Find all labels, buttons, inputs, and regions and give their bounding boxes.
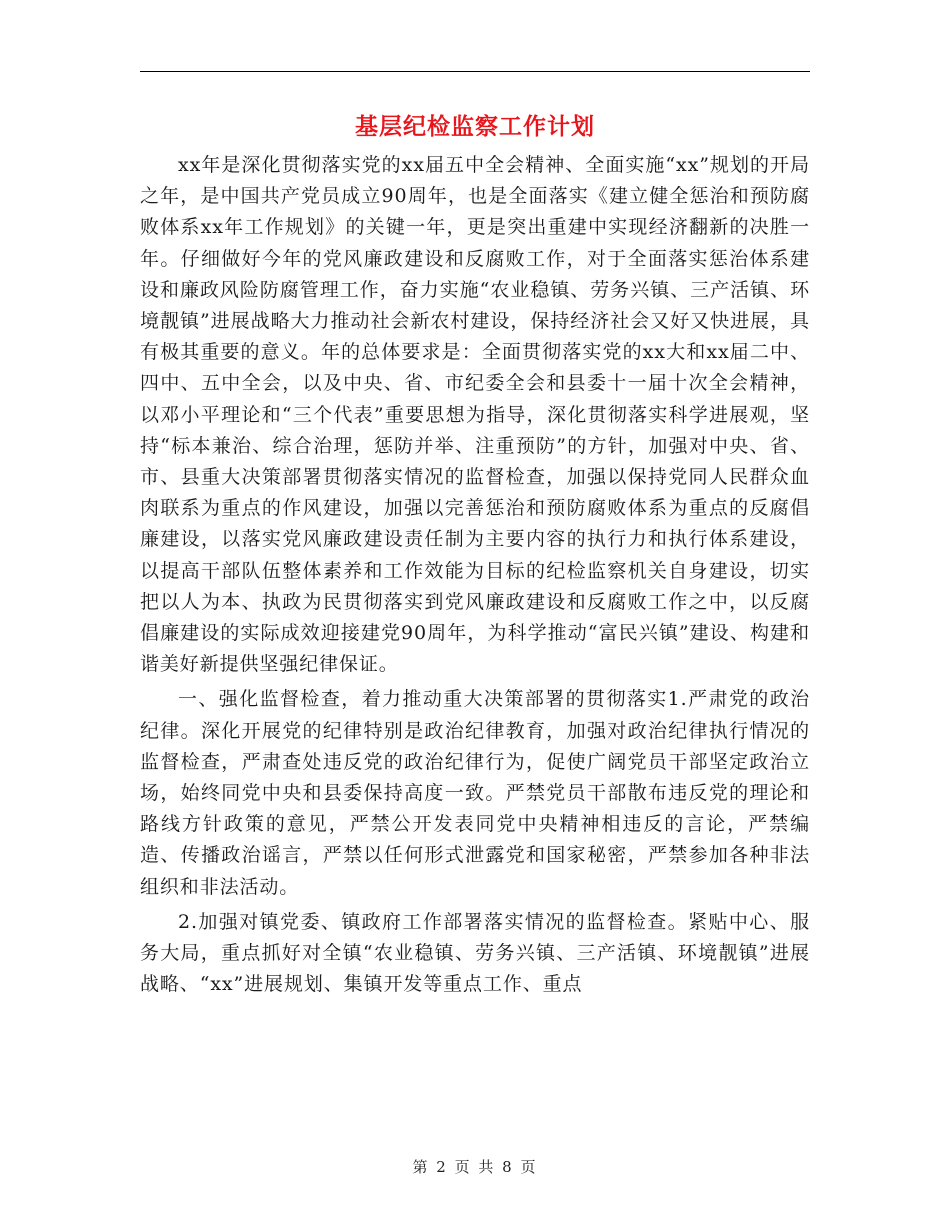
paragraph-item-two: 2.加强对镇党委、镇政府工作部署落实情况的监督检查。紧贴中心、服务大局，重点抓好对全镇“农业稳镇、劳务兴镇、三产活镇、环境靓镇”进展战略、“xx”进展规划、集镇开发等重点工作、重点	[140, 910, 810, 996]
paragraph-section-one: 一、强化监督检查，着力推动重大决策部署的贯彻落实1.严肃党的政治纪律。深化开展党的纪律特别是政治纪律教育，加强对政治纪律执行情况的监督检查，严肃查处违反党的政治纪律行为，促使广阔党员干部坚定政治立场，始终同党中央和县委保持高度一致。严禁党员干部散布违反党的理论和路线方针政策的意见，严禁公开发表同党中央精神相违反的言论，严禁编造、传播政治谣言，严禁以任何形式泄露党和国家秘密，严禁参加各种非法组织和非法活动。	[140, 688, 810, 898]
document-body	[140, 150, 810, 1000]
header-rule	[140, 71, 810, 72]
paragraph-intro: xx年是深化贯彻落实党的xx届五中全会精神、全面实施“xx”规划的开局之年，是中国共产党员成立90周年，也是全面落实《建立健全惩治和预防腐败体系xx年工作规划》的关键一年，更是突出重建中实现经济翻新的决胜一年。仔细做好今年的党风廉政建设和反腐败工作，对于全面落实惩治体系建设和廉政风险防腐管理工作，奋力实施“农业稳镇、劳务兴镇、三产活镇、环境靓镇”进展战略大力推动社会新农村建设，保持经济社会又好又快进展，具有极其重要的意义。年的总体要求是：全面贯彻落实党的xx大和xx届二中、四中、五中全会，以及中央、省、市纪委全会和县委十一届十次全会精神，以邓小平理论和“三个代表”重要思想为指导，深化贯彻落实科学进展观，坚持“标本兼治、综合治理，惩防并举、注重预防”的方针，加强对中央、省、市、县重大决策部署贯彻落实情况的监督检查，加强以保持党同人民群众血肉联系为重点的作风建设，加强以完善惩治和预防腐败体系为重点的反腐倡廉建设，以落实党风廉政建设责任制为主要内容的执行力和执行体系建设，以提高干部队伍整体素养和工作效能为目标的纪检监察机关自身建设，切实把以人为本、执政为民贯彻落实到党风廉政建设和反腐败工作之中，以反腐倡廉建设的实际成效迎接建党90周年，为科学推动“富民兴镇”建设、构建和谐美好新提供坚强纪律保证。	[140, 154, 810, 676]
document-title: 基层纪检监察工作计划	[355, 113, 595, 140]
page-number: 第 2 页 共 8 页	[412, 1158, 538, 1176]
